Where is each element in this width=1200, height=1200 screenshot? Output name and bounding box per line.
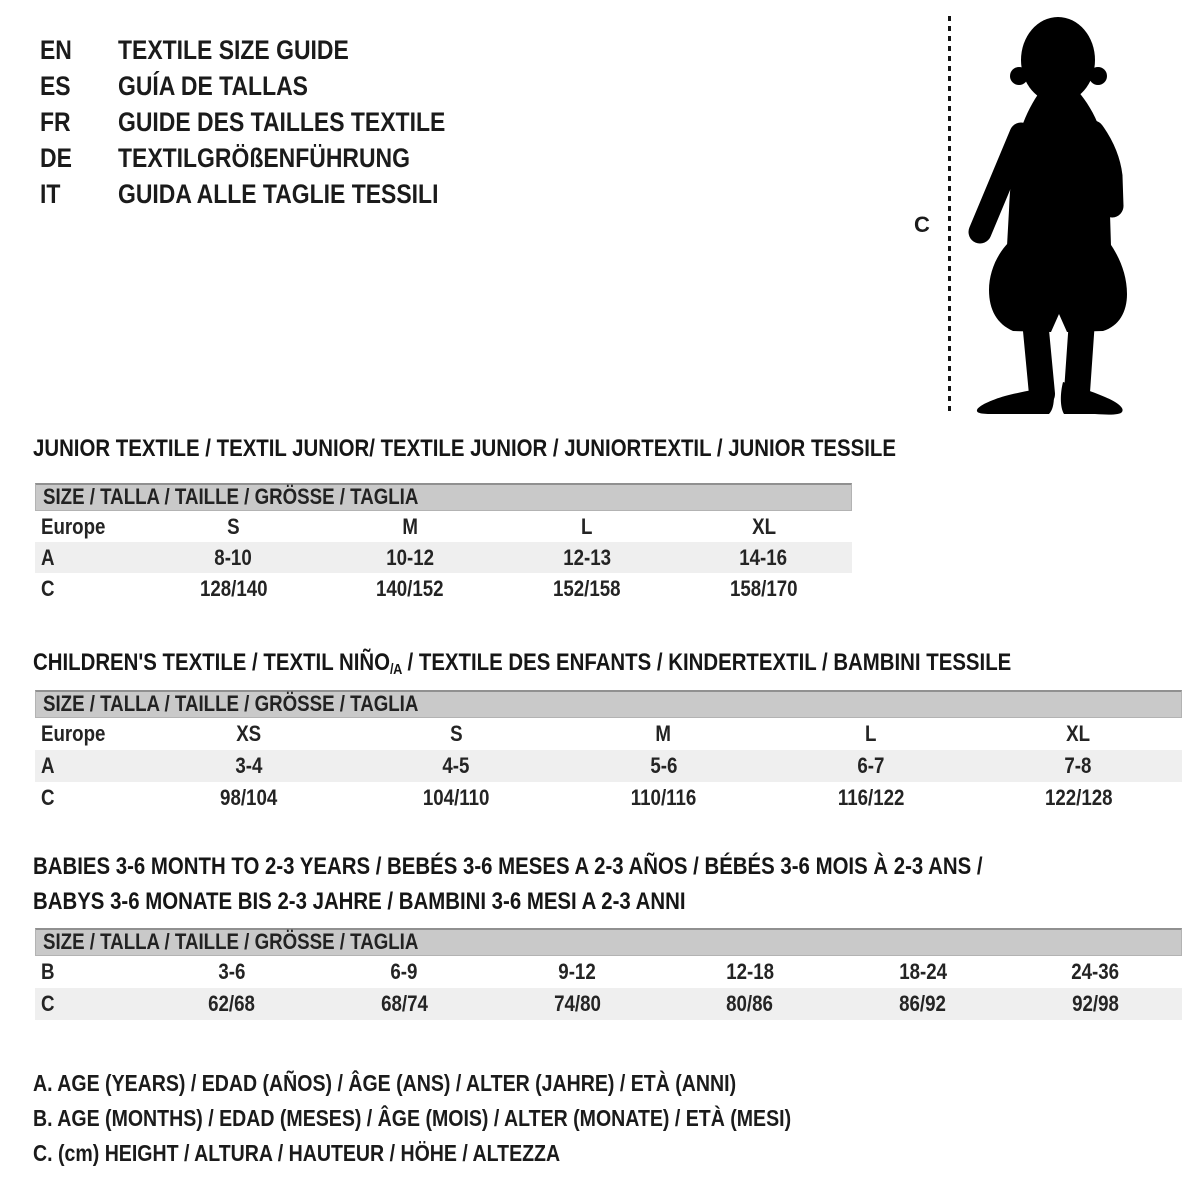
children-size-table bbox=[35, 690, 1182, 814]
age-cell bbox=[499, 542, 676, 573]
age-cell bbox=[560, 750, 767, 782]
height-cell bbox=[560, 782, 767, 814]
height-value: 128/140 bbox=[199, 575, 268, 601]
months-cell bbox=[491, 956, 664, 988]
row-label: A bbox=[41, 753, 55, 778]
children-title-after: / TEXTILE DES ENFANTS / KINDERTEXTIL / BAMBINI TESSILE bbox=[401, 649, 1012, 676]
age-cell bbox=[675, 542, 852, 573]
months-value: 6-9 bbox=[390, 959, 418, 984]
age-value: 6-7 bbox=[857, 753, 885, 778]
age-cell bbox=[145, 750, 352, 782]
height-cell bbox=[491, 988, 664, 1020]
months-cell bbox=[663, 956, 836, 988]
age-value: 5-6 bbox=[649, 753, 677, 778]
age-cell bbox=[145, 542, 322, 573]
junior-row-height bbox=[35, 573, 852, 604]
age-value: 7-8 bbox=[1064, 753, 1092, 778]
height-value: 98/104 bbox=[220, 785, 278, 810]
size-cell bbox=[145, 511, 322, 542]
age-cell bbox=[352, 750, 559, 782]
children-title-subscript: /A bbox=[389, 661, 402, 678]
row-label: Europe bbox=[41, 721, 106, 746]
height-cell bbox=[318, 988, 491, 1020]
babies-section-title bbox=[33, 849, 1150, 919]
toddler-silhouette-icon bbox=[963, 14, 1135, 418]
language-row-fr bbox=[40, 108, 503, 144]
babies-title-line1: BABIES 3-6 MONTH TO 2-3 YEARS / BEBÉS 3-6 MESES A 2-3 AÑOS / BÉBÉS 3-6 MOIS À 2-3 ANS / bbox=[33, 853, 983, 880]
height-value: 110/116 bbox=[630, 785, 697, 810]
months-cell bbox=[318, 956, 491, 988]
language-code: FR bbox=[40, 107, 71, 137]
size-cell bbox=[145, 718, 352, 750]
age-value: 8-10 bbox=[214, 544, 253, 570]
children-row-age bbox=[35, 750, 1182, 782]
babies-title-line2-wrap bbox=[33, 884, 1150, 919]
legend-line-c bbox=[33, 1138, 925, 1173]
months-value: 18-24 bbox=[898, 959, 947, 984]
height-value: 80/86 bbox=[726, 991, 774, 1016]
language-code: DE bbox=[40, 143, 72, 173]
size-cell bbox=[499, 511, 676, 542]
height-value: 158/170 bbox=[729, 575, 798, 601]
height-measure-label: C bbox=[914, 212, 930, 237]
size-cell bbox=[675, 511, 852, 542]
height-value: 140/152 bbox=[376, 575, 444, 601]
months-cell bbox=[145, 956, 318, 988]
height-value: 74/80 bbox=[553, 991, 601, 1016]
height-value: 152/158 bbox=[553, 575, 621, 601]
guide-title-it: GUIDA ALLE TAGLIE TESSILI bbox=[118, 179, 439, 209]
language-title-block bbox=[40, 36, 503, 216]
language-row-es bbox=[40, 72, 503, 108]
junior-section-title bbox=[33, 434, 1048, 464]
size-value: M bbox=[402, 513, 418, 539]
legend-line-b-text: B. AGE (MONTHS) / EDAD (MESES) / ÂGE (MOIS) / ALTER (MONATE) / ETÀ (MESI) bbox=[33, 1105, 792, 1131]
row-label-cell bbox=[35, 750, 145, 782]
measurement-legend bbox=[33, 1068, 925, 1173]
height-cell bbox=[352, 782, 559, 814]
babies-size-header-bar bbox=[35, 928, 1182, 956]
age-cell bbox=[322, 542, 499, 573]
age-cell bbox=[975, 750, 1182, 782]
months-value: 3-6 bbox=[217, 959, 245, 984]
babies-title-line2: BABYS 3-6 MONATE BIS 2-3 JAHRE / BAMBINI 3-6 MESI A 2-3 ANNI bbox=[33, 888, 686, 915]
months-value: 24-36 bbox=[1071, 959, 1120, 984]
legend-line-c-text: C. (cm) HEIGHT / ALTURA / HAUTEUR / HÖHE / ALTEZZA bbox=[33, 1140, 561, 1166]
junior-size-header-text: SIZE / TALLA / TAILLE / GRÖSSE / TAGLIA bbox=[43, 484, 419, 509]
size-cell bbox=[352, 718, 559, 750]
height-cell bbox=[1009, 988, 1182, 1020]
toddler-silhouette-shapes bbox=[977, 17, 1127, 415]
size-cell bbox=[975, 718, 1182, 750]
age-value: 3-4 bbox=[235, 753, 263, 778]
row-label: B bbox=[41, 959, 55, 984]
junior-table-grid bbox=[35, 511, 852, 604]
height-value: 92/98 bbox=[1072, 991, 1119, 1016]
age-value: 10-12 bbox=[386, 544, 435, 570]
size-value: M bbox=[655, 721, 672, 746]
row-label-cell bbox=[35, 511, 145, 542]
junior-size-table bbox=[35, 483, 852, 604]
babies-row-height bbox=[35, 988, 1182, 1020]
guide-title-es: GUÍA DE TALLAS bbox=[118, 71, 308, 101]
row-label: A bbox=[41, 544, 55, 570]
age-value: 12-13 bbox=[562, 544, 611, 570]
row-label-cell bbox=[35, 718, 145, 750]
height-cell bbox=[836, 988, 1009, 1020]
guide-title-de: TEXTILGRÖßENFÜHRUNG bbox=[118, 143, 410, 173]
legend-line-a bbox=[33, 1068, 925, 1103]
junior-row-europe bbox=[35, 511, 852, 542]
babies-row-months bbox=[35, 956, 1182, 988]
height-cell bbox=[145, 988, 318, 1020]
children-row-europe bbox=[35, 718, 1182, 750]
children-section-title-text bbox=[33, 648, 1011, 685]
junior-size-header-bar bbox=[35, 483, 852, 511]
months-cell bbox=[836, 956, 1009, 988]
children-size-header-bar bbox=[35, 690, 1182, 718]
size-value: S bbox=[227, 513, 240, 539]
children-size-header-text: SIZE / TALLA / TAILLE / GRÖSSE / TAGLIA bbox=[43, 691, 419, 716]
age-cell bbox=[767, 750, 974, 782]
row-label-cell bbox=[35, 573, 145, 604]
size-value: L bbox=[581, 513, 593, 539]
height-cell bbox=[663, 988, 836, 1020]
size-value: XL bbox=[1066, 721, 1091, 746]
size-value: S bbox=[449, 721, 463, 746]
language-code: EN bbox=[40, 35, 72, 65]
language-row-it bbox=[40, 180, 503, 216]
height-cell bbox=[145, 573, 322, 604]
height-cell bbox=[499, 573, 676, 604]
height-cell bbox=[322, 573, 499, 604]
row-label: C bbox=[41, 575, 55, 601]
height-value: 62/68 bbox=[208, 991, 255, 1016]
guide-title-en: TEXTILE SIZE GUIDE bbox=[118, 35, 349, 65]
months-value: 9-12 bbox=[558, 959, 596, 984]
language-row-en bbox=[40, 36, 503, 72]
junior-row-age bbox=[35, 542, 852, 573]
size-cell bbox=[322, 511, 499, 542]
language-row-de bbox=[40, 144, 503, 180]
babies-title-line1-wrap bbox=[33, 849, 1150, 884]
row-label: C bbox=[41, 991, 55, 1016]
months-cell bbox=[1009, 956, 1182, 988]
height-value: 104/110 bbox=[422, 785, 490, 810]
row-label-cell bbox=[35, 542, 145, 573]
row-label-cell bbox=[35, 782, 145, 814]
height-value: 68/74 bbox=[380, 991, 428, 1016]
babies-table-grid bbox=[35, 956, 1182, 1020]
height-value: 116/122 bbox=[837, 785, 905, 810]
height-measure-dashed-line bbox=[948, 16, 951, 416]
size-value: XS bbox=[236, 721, 262, 746]
size-cell bbox=[767, 718, 974, 750]
height-value: 86/92 bbox=[899, 991, 947, 1016]
row-label-cell bbox=[35, 956, 145, 988]
children-row-height bbox=[35, 782, 1182, 814]
months-value: 12-18 bbox=[725, 959, 774, 984]
row-label: Europe bbox=[41, 513, 106, 539]
legend-line-a-text: A. AGE (YEARS) / EDAD (AÑOS) / ÂGE (ANS) / ALTER (JAHRE) / ETÀ (ANNI) bbox=[33, 1070, 737, 1096]
babies-size-header-text: SIZE / TALLA / TAILLE / GRÖSSE / TAGLIA bbox=[43, 929, 419, 954]
age-value: 14-16 bbox=[739, 544, 788, 570]
row-label: C bbox=[41, 785, 55, 810]
children-section-title bbox=[33, 648, 1184, 685]
size-cell bbox=[560, 718, 767, 750]
row-label-cell bbox=[35, 988, 145, 1020]
height-cell bbox=[767, 782, 974, 814]
children-title-before: CHILDREN'S TEXTILE / TEXTIL NIÑO bbox=[33, 649, 390, 676]
height-cell bbox=[675, 573, 852, 604]
guide-title-fr: GUIDE DES TAILLES TEXTILE bbox=[118, 107, 446, 137]
height-value: 122/128 bbox=[1044, 785, 1113, 810]
legend-line-b bbox=[33, 1103, 925, 1138]
junior-section-title-text: JUNIOR TEXTILE / TEXTIL JUNIOR/ TEXTILE JUNIOR / JUNIORTEXTIL / JUNIOR TESSILE bbox=[33, 435, 896, 462]
size-value: XL bbox=[751, 513, 776, 539]
age-value: 4-5 bbox=[442, 753, 470, 778]
height-cell bbox=[975, 782, 1182, 814]
children-table-grid bbox=[35, 718, 1182, 814]
size-value: L bbox=[865, 721, 877, 746]
height-cell bbox=[145, 782, 352, 814]
language-code: ES bbox=[40, 71, 71, 101]
language-code: IT bbox=[40, 179, 61, 209]
babies-size-table bbox=[35, 928, 1182, 1020]
